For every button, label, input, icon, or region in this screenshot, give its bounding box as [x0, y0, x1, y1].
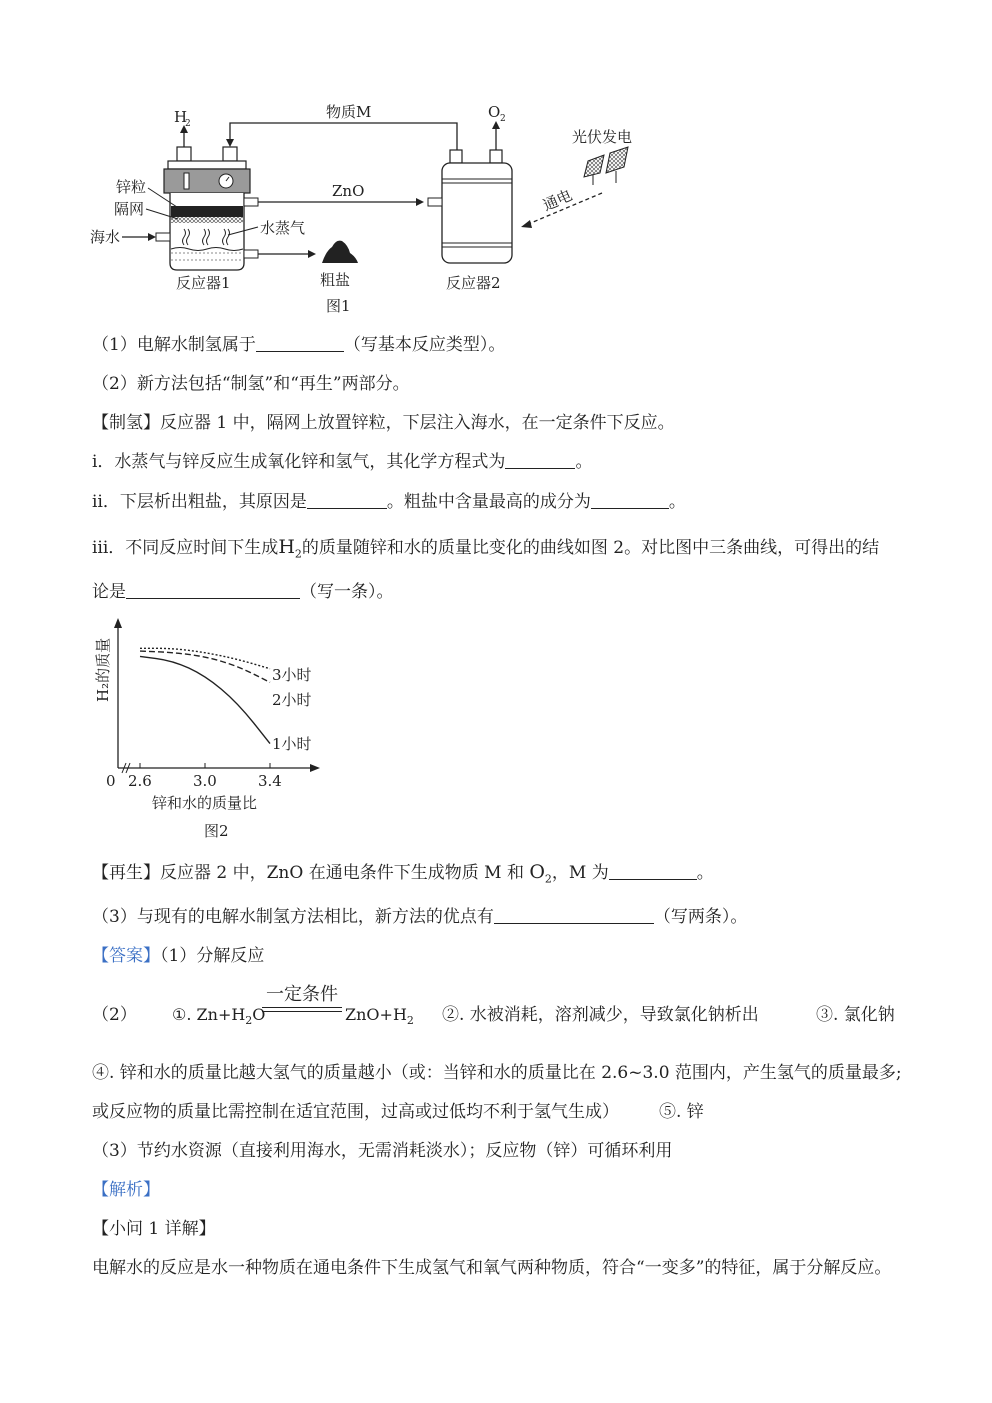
x-tick-label: 3.0: [193, 772, 217, 790]
y-axis-label: H₂的质量: [94, 637, 112, 702]
zinc-pellets: [171, 206, 243, 217]
question-2: （2）新方法包括“制氢”和“再生”两部分。: [92, 374, 410, 394]
question-ii-tail: 。: [668, 492, 686, 512]
question-i: [92, 450, 592, 474]
crude-salt-pile: [322, 241, 358, 263]
answer-4-text: 或反应物的质量比需控制在适宜范围，过高或过低均不利于氢气生成）: [92, 1102, 619, 1122]
h2-formula-sub: 2: [294, 547, 302, 561]
x-tick-label: 3.4: [258, 772, 282, 790]
eq-condition: [262, 983, 342, 1012]
figure-2-caption: 图2: [204, 822, 229, 840]
eq-reactant-o: O: [252, 1005, 266, 1024]
question-iii-pre: ⅲ．不同反应时间下生成: [92, 538, 279, 558]
figure-1-apparatus: [80, 95, 680, 325]
curve-label-3: 1小时: [272, 735, 312, 753]
zhiqing-paragraph: 【制氢】反应器 1 中，隔网上放置锌粒，下层注入海水，在一定条件下反应。: [92, 413, 675, 433]
eq-reactant-sub: 2: [245, 1014, 253, 1028]
question-1-text: （1）电解水制氢属于: [92, 335, 256, 355]
eq-product: [345, 1003, 414, 1033]
question-i-text: ⅰ．水蒸气与锌反应生成氧化锌和氢气，其化学方程式为: [92, 452, 506, 472]
h2-formula: H: [278, 536, 295, 558]
curve-label-1: 3小时: [272, 666, 312, 684]
question-3-blank[interactable]: [494, 905, 654, 924]
reactor1-label: 反应器1: [176, 274, 231, 292]
detail-text: 电解水的反应是水一种物质在通电条件下生成氢气和氧气两种物质，符合“一变多”的特征，属于分解反应。: [92, 1258, 892, 1278]
steam-label: 水蒸气: [260, 219, 306, 237]
h2-label-sub: 2: [185, 119, 191, 129]
analysis-header: 【解析】: [92, 1180, 160, 1200]
o2-label: O: [488, 103, 501, 121]
power-label: 通电: [540, 185, 575, 215]
question-1-tail: （写基本反应类型）。: [343, 335, 506, 355]
question-iii-post: 的质量随锌和水的质量比变化的曲线如图 2。对比图中三条曲线，可得出的结: [301, 538, 880, 558]
solar-panel-icon: [584, 147, 628, 185]
question-i-blank[interactable]: [505, 450, 575, 469]
zno-label: ZnO: [332, 182, 365, 200]
figure-2-chart: [80, 612, 340, 842]
seawater-label: 海水: [90, 228, 121, 246]
curve-label-2: 2小时: [272, 691, 312, 709]
answer-3: （3）节约水资源（直接利用海水，无需消耗淡水）；反应物（锌）可循环利用: [92, 1141, 673, 1161]
figure-1-caption: 图1: [326, 297, 351, 315]
answer-4-line2: [92, 1100, 704, 1124]
zaisheng-paragraph: [92, 860, 714, 891]
question-1: [92, 333, 505, 357]
question-3-tail: （写两条）。: [653, 907, 748, 927]
origin-label: 0: [106, 772, 116, 790]
eq-product-sub: 2: [406, 1014, 414, 1028]
question-ii: [92, 490, 686, 514]
eq-product-text: ZnO+H: [345, 1005, 407, 1024]
material-m-label: 物质M: [326, 103, 372, 121]
answer-label: 【答案】: [92, 946, 160, 966]
x-axis-label: 锌和水的质量比: [152, 794, 258, 812]
question-ii-blank-1[interactable]: [307, 490, 387, 509]
answer-4-line1: ④. 锌和水的质量比越大氢气的质量越小（或：当锌和水的质量比在 2.6~3.0 范围内，产生氢气的质量最多;: [92, 1063, 902, 1083]
curve-3: [140, 656, 270, 743]
question-ii-mid: 。粗盐中含量最高的成分为: [386, 492, 591, 512]
zaisheng-pre: 【再生】反应器 2 中，ZnO 在通电条件下生成物质 M 和: [92, 863, 530, 883]
crude-salt-label: 粗盐: [320, 271, 351, 289]
o2-formula: O: [529, 861, 545, 883]
answer-header: [92, 944, 264, 968]
question-ii-blank-2[interactable]: [591, 490, 669, 509]
reactor2-body: [442, 163, 512, 263]
answer-1: （1）分解反应: [160, 946, 265, 966]
answer-2-num: （2）: [92, 1005, 137, 1025]
question-3: [92, 905, 747, 929]
mesh-label: 隔网: [114, 200, 145, 218]
reactor2-label: 反应器2: [446, 274, 501, 292]
x-tick-label: 2.6: [128, 772, 152, 790]
eq-condition-text: 一定条件: [266, 984, 338, 1005]
question-iii: [92, 535, 879, 566]
question-i-tail: 。: [575, 452, 593, 472]
h2-label: H: [174, 108, 188, 126]
mesh: [171, 217, 243, 223]
pv-label: 光伏发电: [572, 128, 633, 146]
answer-2-item-2: ②. 水被消耗，溶剂减少，导致氯化钠析出: [442, 1005, 759, 1025]
zaisheng-tail: 。: [696, 863, 714, 883]
sub-question-1-header: 【小问 1 详解】: [92, 1219, 216, 1239]
question-iii-line2: [92, 580, 394, 604]
question-1-blank[interactable]: [256, 333, 344, 352]
o2-label-sub: 2: [500, 114, 506, 124]
zaisheng-blank[interactable]: [609, 861, 697, 880]
question-3-text: （3）与现有的电解水制氢方法相比，新方法的优点有: [92, 907, 494, 927]
question-iii-line2-pre: 论是: [92, 582, 126, 602]
o2-formula-sub: 2: [544, 872, 552, 886]
reactor1-lid: [164, 169, 250, 193]
zaisheng-mid: ，M 为: [551, 863, 609, 883]
question-iii-line2-tail: （写一条）。: [300, 582, 394, 602]
answer-5: ⑤. 锌: [659, 1102, 704, 1122]
answer-2-equation: [172, 1003, 265, 1033]
zinc-label: 锌粒: [116, 178, 147, 196]
answer-2-item-3: ③. 氯化钠: [816, 1005, 895, 1025]
question-ii-text: ⅱ．下层析出粗盐，其原因是: [92, 492, 307, 512]
question-iii-blank[interactable]: [126, 580, 300, 599]
eq-reactant: ①. Zn+H: [172, 1005, 246, 1024]
